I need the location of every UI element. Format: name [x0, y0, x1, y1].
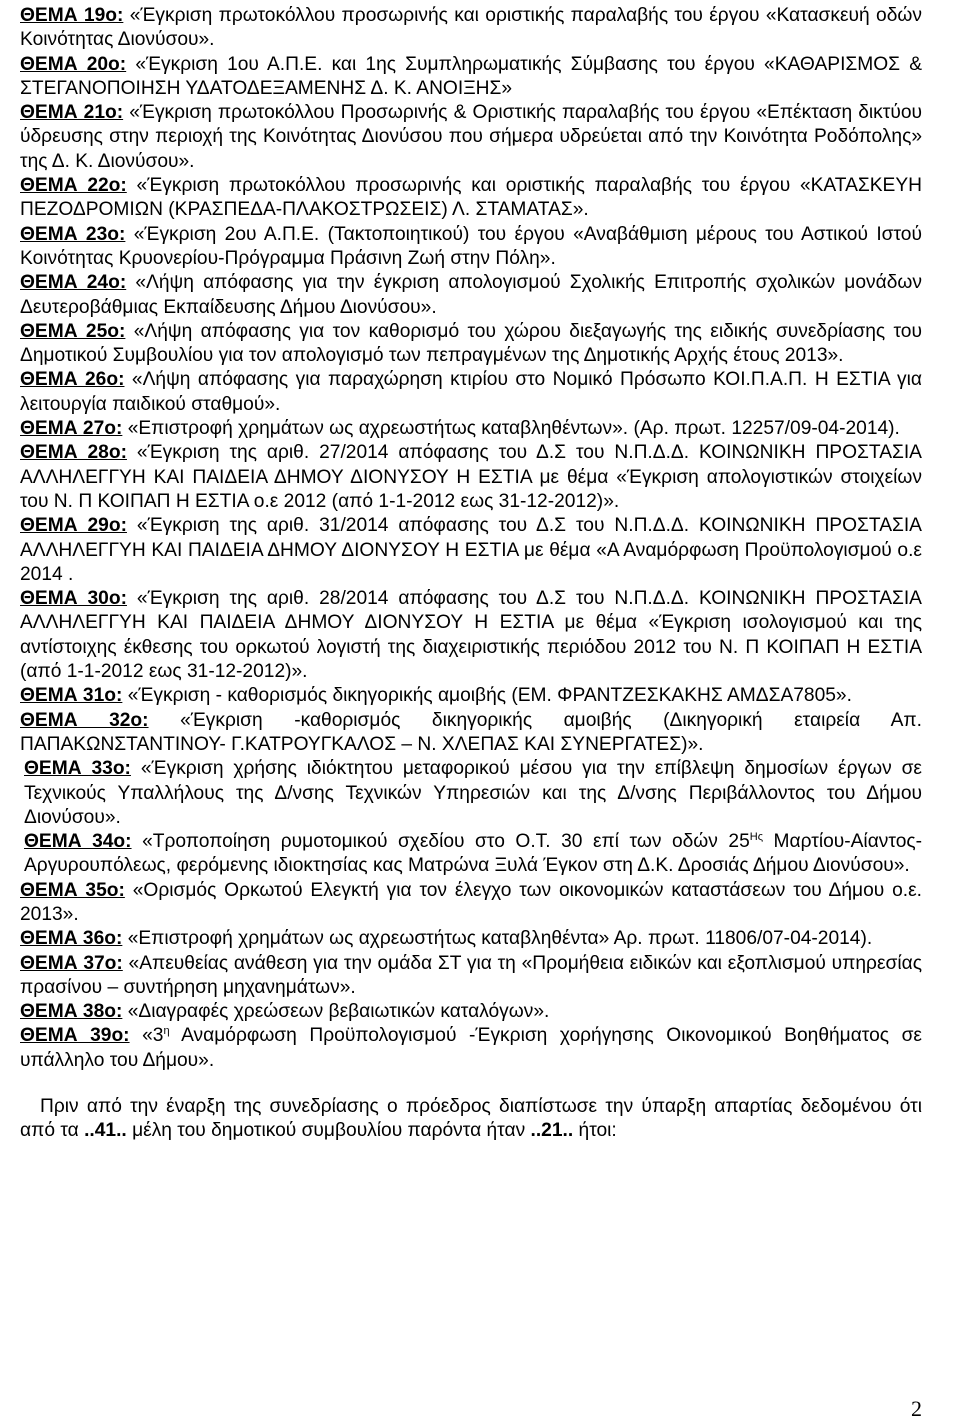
item-text: «Έγκριση της αριθ. 28/2014 απόφασης του Δ.Σ του Ν.Π.Δ.Δ. ΚΟΙΝΩΝΙΚΗ ΠΡΟΣΤΑΣΙΑ ΑΛΛΗΛΕΓΓΥΗ ΚΑΙ ΠΑΙΔΕΙΑ ΔΗΜΟΥ ΔΙΟΝΥΣΟΥ Η ΕΣΤΙΑ με θέμα «Έγκριση ισολογισμού και της αντίστοιχης έκθεσης του ορκωτού λογιστή της διαχειριστικής περιόδου 2012 του Ν. Π ΚΟΙΠΑΠ Η ΕΣΤΙΑ (από 1-1-2012 εως 31-12-2012)». — [20, 588, 922, 683]
agenda-item — [20, 53, 922, 102]
agenda-item — [20, 441, 922, 514]
item-superscript: Ης — [749, 831, 763, 844]
agenda-item — [20, 417, 922, 441]
quorum-text-3: ήτοι: — [573, 1120, 617, 1142]
members-present: ..21.. — [530, 1120, 574, 1142]
item-text: «Διαγραφές χρεώσεων βεβαιωτικών καταλόγων». — [127, 1001, 550, 1023]
agenda-item — [20, 223, 922, 272]
item-heading: ΘΕΜΑ 26ο: — [20, 369, 125, 391]
agenda-item — [20, 101, 922, 174]
quorum-text-1: Πριν από την έναρξη της συνεδρίασης ο πρόεδρος διαπίστωσε την ύπαρξη απαρτίας δεδομένου ότι από τα — [20, 1096, 922, 1142]
item-heading: ΘΕΜΑ 39ο: — [20, 1025, 130, 1047]
item-heading: ΘΕΜΑ 27ο: — [20, 418, 123, 440]
item-heading: ΘΕΜΑ 36ο: — [20, 928, 123, 950]
item-heading: ΘΕΜΑ 31ο: — [20, 685, 123, 707]
members-total: ..41.. — [84, 1120, 127, 1142]
item-text: «Έγκριση πρωτοκόλλου προσωρινής και οριστικής παραλαβής του έργου «ΚΑΤΑΣΚΕΥΗ ΠΕΖΟΔΡΟΜΙΩΝ (ΚΡΑΣΠΕΔΑ-ΠΛΑΚΟΣΤΡΩΣΕΙΣ) Λ. ΣΤΑΜΑΤΑΣ». — [20, 175, 922, 221]
item-text: «Λήψη απόφασης για τον καθορισμό του χώρου διεξαγωγής της ειδικής συνεδρίασης του Δημοτικού Συμβουλίου για τον απολογισμό των πεπραγμένων της Δημοτικής Αρχής έτους 2013». — [20, 320, 922, 367]
page-number: 2 — [911, 1396, 922, 1421]
agenda-item — [20, 514, 922, 587]
agenda-item — [20, 709, 922, 758]
item-text: «Έγκριση 1ου Α.Π.Ε. και 1ης Συμπληρωματικής Σύμβασης του έργου «ΚΑΘΑΡΙΣΜΟΣ & ΣΤΕΓΑΝΟΠΟΙΗΣΗ ΥΔΑΤΟΔΕΞΑΜΕΝΗΣ Δ. Κ. ΑΝΟΙΞΗΣ» — [20, 53, 922, 99]
agenda-item — [20, 927, 922, 951]
item-text: «Επιστροφή χρημάτων ως αχρεωστήτως καταβληθέντα» Αρ. πρωτ. 11806/07-04-2014). — [127, 928, 873, 950]
item-superscript: η — [163, 1025, 170, 1038]
agenda-item — [20, 1000, 922, 1024]
item-text: «Έγκριση της αριθ. 27/2014 απόφασης του Δ.Σ του Ν.Π.Δ.Δ. ΚΟΙΝΩΝΙΚΗ ΠΡΟΣΤΑΣΙΑ ΑΛΛΗΛΕΓΓΥΗ ΚΑΙ ΠΑΙΔΕΙΑ ΔΗΜΟΥ ΔΙΟΝΥΣΟΥ Η ΕΣΤΙΑ με θέμα «Έγκριση απολογιστικών στοιχείων του Ν. Π ΚΟΙΠΑΠ Η ΕΣΤΙΑ ο.ε 2012 (από 1-1-2012 εως 31-12-2012)». — [20, 442, 922, 512]
item-text-before: «3 — [142, 1025, 164, 1047]
item-heading: ΘΕΜΑ 25ο: — [20, 320, 126, 342]
item-heading: ΘΕΜΑ 33ο: — [24, 758, 131, 780]
item-text: «Απευθείας ανάθεση για την ομάδα ΣΤ για τη «Προμήθεια ειδικών και εξοπλισμού υπηρεσίας πρασίνου – συντήρηση μηχανημάτων». — [20, 952, 922, 998]
agenda-item — [20, 271, 922, 320]
item-text-after: Αναμόρφωση Προϋπολογισμού -Έγκριση χορήγησης Οικονομικού Βοηθήματος σε υπάλληλο του Δήμου». — [20, 1025, 922, 1071]
item-text: «Επιστροφή χρημάτων ως αχρεωστήτως καταβληθέντων». (Αρ. πρωτ. 12257/09-04-2014). — [127, 418, 900, 440]
item-text: «Λήψη απόφασης για παραχώρηση κτιρίου στο Νομικό Πρόσωπο ΚΟΙ.Π.Α.Π. Η ΕΣΤΙΑ για λειτουργία παιδικού σταθμού». — [20, 369, 922, 415]
document-body — [20, 4, 922, 1163]
item-text-after: Μαρτίου-Αίαντος-Αργυρουπόλεως, φερόμενης ιδιοκτησίας κας Ματρώνα Ξυλά Έγκον στη Δ.Κ. Δροσιάς Δήμου Διονύσου». — [24, 831, 922, 877]
item-heading: ΘΕΜΑ 30ο: — [20, 588, 127, 610]
agenda-item — [20, 4, 922, 53]
item-heading: ΘΕΜΑ 38ο: — [20, 1001, 123, 1023]
item-text-before: «Τροποποίηση ρυμοτομικού σχεδίου στο Ο.Τ. 30 επί των οδών 25 — [142, 831, 750, 853]
item-text: «Έγκριση -καθορισμός δικηγορικής αμοιβής (Δικηγορική εταιρεία Απ. ΠΑΠΑΚΩΝΣΤΑΝΤΙΝΟΥ- Γ.ΚΑΤΡΟΥΓΚΑΛΟΣ – Ν. ΧΛΕΠΑΣ ΚΑΙ ΣΥΝΕΡΓΑΤΕΣ)». — [20, 709, 922, 755]
item-heading: ΘΕΜΑ 20ο: — [20, 53, 127, 75]
item-heading: ΘΕΜΑ 23ο: — [20, 223, 126, 245]
agenda-item — [20, 368, 922, 417]
item-heading: ΘΕΜΑ 37ο: — [20, 952, 123, 974]
item-heading: ΘΕΜΑ 22ο: — [20, 175, 127, 197]
agenda-item — [20, 320, 922, 369]
item-text: «Έγκριση πρωτοκόλλου προσωρινής και οριστικής παραλαβής του έργου «Κατασκευή οδών Κοινότητας Διονύσου». — [20, 5, 922, 51]
agenda-item — [20, 684, 922, 708]
item-text: «Ορισμός Ορκωτού Ελεγκτή για τον έλεγχο των οικονομικών καταστάσεων του Δήμου ο.ε. 2013». — [20, 879, 922, 925]
item-heading: ΘΕΜΑ 34ο: — [24, 831, 132, 853]
item-heading: ΘΕΜΑ 29ο: — [20, 515, 127, 537]
item-text: «Έγκριση πρωτοκόλλου Προσωρινής & Οριστικής παραλαβής του έργου «Επέκταση δικτύου ύδρευσης στην περιοχή της Κοινότητας Διονύσου που σήμερα υδρεύεται από την Κοινότητα Ροδόπολης» της Δ. Κ. Διονύσου». — [20, 102, 922, 172]
item-text: «Λήψη απόφασης για την έγκριση απολογισμού Σχολικής Επιτροπής σχολικών μονάδων Δευτεροβάθμιας Εκπαίδευσης Δήμου Διονύσου». — [20, 272, 922, 318]
quorum-text-2: μέλη του δημοτικού συμβουλίου παρόντα ήταν — [126, 1120, 531, 1142]
agenda-item — [20, 587, 922, 684]
agenda-item — [20, 830, 922, 879]
item-text: «Έγκριση 2ου Α.Π.Ε. (Τακτοποιητικού) του έργου «Αναβάθμιση μέρους του Αστικού Ιστού Κοινότητας Κρυονερίου-Πρόγραμμα Πράσινη Ζωή στην Πόλη». — [20, 223, 922, 269]
agenda-item — [20, 952, 922, 1001]
agenda-item — [20, 879, 922, 928]
agenda-item — [20, 1024, 922, 1073]
item-text: «Έγκριση χρήσης ιδιόκτητου μεταφορικού μέσου για την επίβλεψη δημοσίων έργων σε Τεχνικούς Υπαλλήλους της Δ/νσης Τεχνικών Υπηρεσιών και της Δ/νσης Περιβάλλοντος του Δήμου Διονύσου». — [24, 758, 922, 828]
item-heading: ΘΕΜΑ 24ο: — [20, 272, 127, 294]
agenda-item — [20, 757, 922, 830]
item-heading: ΘΕΜΑ 21ο: — [20, 102, 124, 124]
item-heading: ΘΕΜΑ 19ο: — [20, 5, 124, 26]
item-text: «Έγκριση της αριθ. 31/2014 απόφασης του Δ.Σ του Ν.Π.Δ.Δ. ΚΟΙΝΩΝΙΚΗ ΠΡΟΣΤΑΣΙΑ ΑΛΛΗΛΕΓΓΥΗ ΚΑΙ ΠΑΙΔΕΙΑ ΔΗΜΟΥ ΔΙΟΝΥΣΟΥ Η ΕΣΤΙΑ με θέμα «Α Αναμόρφωση Προϋπολογισμού ο.ε 2014 . — [20, 515, 922, 585]
quorum-paragraph — [20, 1095, 922, 1144]
item-text: «Έγκριση - καθορισμός δικηγορικής αμοιβής (ΕΜ. ΦΡΑΝΤΖΕΣΚΑΚΗΣ ΑΜΔΣΑ7805». — [127, 685, 852, 707]
item-heading: ΘΕΜΑ 28ο: — [20, 442, 127, 464]
item-heading: ΘΕΜΑ 35ο: — [20, 879, 125, 901]
agenda-item — [20, 174, 922, 223]
item-heading: ΘΕΜΑ 32ο: — [20, 709, 149, 731]
